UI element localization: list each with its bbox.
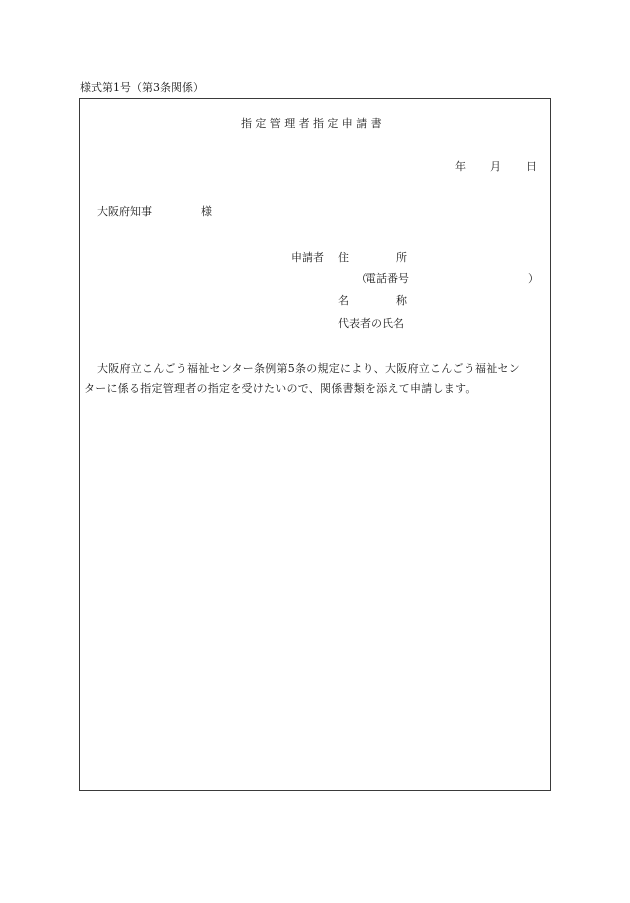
application-statement-line-1: 大阪府立こんごう福祉センター条例第5条の規定により、大阪府立こんごう福祉セン	[97, 362, 521, 375]
phone-open-paren: （	[356, 272, 367, 285]
representative-name-label: 代表者の氏名	[338, 317, 404, 330]
phone-number-label: 電話番号	[365, 272, 409, 285]
application-statement-line-2: ターに係る指定管理者の指定を受けたいので、関係書類を添えて申請します。	[84, 382, 477, 395]
name-label-second-char: 称	[396, 294, 407, 307]
date-year-label: 年	[455, 160, 466, 173]
form-number-header: 様式第1号（第3条関係）	[80, 81, 204, 94]
addressee-honorific: 様	[201, 205, 212, 218]
date-day-label: 日	[526, 160, 537, 173]
form-title: 指定管理者指定申請書	[241, 117, 385, 130]
address-label-first-char: 住	[338, 251, 349, 264]
applicant-label: 申請者	[291, 251, 324, 264]
addressee-name: 大阪府知事	[97, 205, 152, 218]
address-label-second-char: 所	[396, 251, 407, 264]
form-frame	[79, 98, 551, 791]
name-label-first-char: 名	[338, 294, 349, 307]
date-month-label: 月	[490, 160, 501, 173]
phone-close-paren: ）	[528, 272, 539, 285]
